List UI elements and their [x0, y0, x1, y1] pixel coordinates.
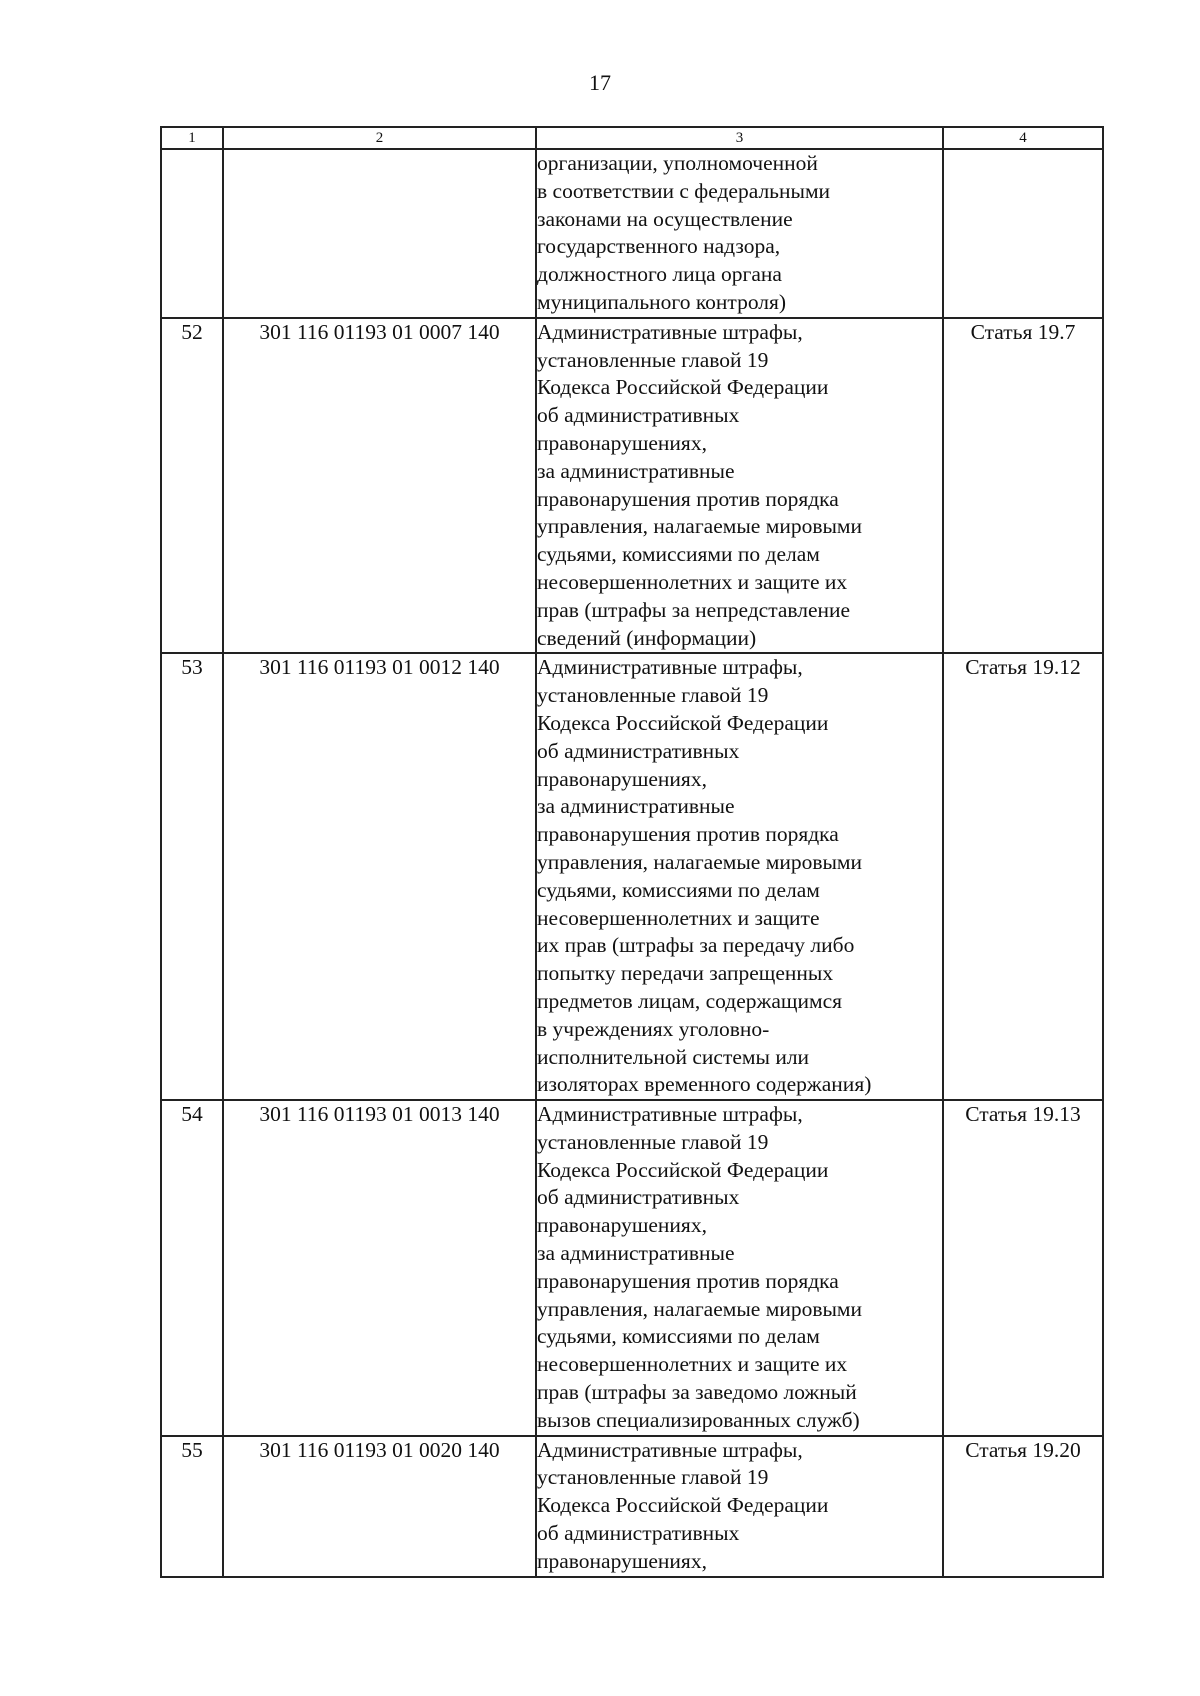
table-row: [161, 318, 1103, 654]
description-line: правонарушения против порядка: [537, 822, 839, 847]
description-line: управления, налагаемые мировыми: [537, 849, 863, 874]
description-line: Кодекса Российской Федерации: [537, 710, 829, 735]
budget-code: 301 116 01193 01 0012 140: [223, 653, 536, 1100]
description-line: судьями, комиссиями по делам: [537, 877, 820, 902]
column-header: 3: [536, 127, 943, 149]
column-header: 4: [943, 127, 1103, 149]
description-line: прав (штрафы за непредставление: [537, 597, 851, 622]
description-line: Кодекса Российской Федерации: [537, 1493, 829, 1518]
description-line: судьями, комиссиями по делам: [537, 542, 820, 567]
description-line: Административные штрафы,: [537, 319, 803, 344]
description-line: судьями, комиссиями по делам: [537, 1324, 820, 1349]
description-line: государственного надзора,: [537, 234, 781, 259]
description-line: правонарушения против порядка: [537, 1268, 839, 1293]
column-header: 1: [161, 127, 223, 149]
row-number: 55: [161, 1436, 223, 1577]
description-line: Административные штрафы,: [537, 655, 803, 680]
description-line: об административных: [537, 1521, 740, 1546]
description-line: несовершеннолетних и защите их: [537, 1352, 848, 1377]
row-number: [161, 149, 223, 318]
description-line: об административных: [537, 738, 740, 763]
row-number: 53: [161, 653, 223, 1100]
description-cell: [536, 1100, 943, 1436]
description-line: изоляторах временного содержания): [537, 1072, 872, 1097]
description-line: организации, уполномоченной: [537, 151, 818, 175]
description-line: сведений (информации): [537, 625, 757, 650]
description-line: за административные: [537, 458, 735, 483]
article-reference: Статья 19.12: [943, 653, 1103, 1100]
description-line: Кодекса Российской Федерации: [537, 375, 829, 400]
row-number: 52: [161, 318, 223, 654]
description-line: законами на осуществление: [537, 206, 793, 231]
description-line: установленные главой 19: [537, 1465, 769, 1490]
description-line: Административные штрафы,: [537, 1437, 803, 1462]
page-number: 17: [589, 70, 611, 95]
description-line: вызов специализированных служб): [537, 1407, 860, 1432]
table-header-row: [161, 127, 1103, 149]
description-line: прав (штрафы за заведомо ложный: [537, 1380, 857, 1405]
description-line: должностного лица органа: [537, 262, 782, 287]
description-line: за административные: [537, 1241, 735, 1266]
description-line: муниципального контроля): [537, 289, 787, 314]
description-cell: [536, 149, 943, 318]
description-line: правонарушениях,: [537, 766, 707, 791]
description-line: несовершеннолетних и защите: [537, 905, 820, 930]
description-line: установленные главой 19: [537, 1129, 769, 1154]
description-line: несовершеннолетних и защите их: [537, 569, 848, 594]
budget-code: 301 116 01193 01 0007 140: [223, 318, 536, 654]
description-cell: [536, 1436, 943, 1577]
description-line: правонарушениях,: [537, 1548, 707, 1573]
description-line: установленные главой 19: [537, 347, 769, 372]
table-row: [161, 149, 1103, 318]
row-number: 54: [161, 1100, 223, 1436]
article-reference: Статья 19.20: [943, 1436, 1103, 1577]
table-row: [161, 1436, 1103, 1577]
description-line: за административные: [537, 794, 735, 819]
description-line: правонарушения против порядка: [537, 486, 839, 511]
budget-code: 301 116 01193 01 0020 140: [223, 1436, 536, 1577]
description-line: управления, налагаемые мировыми: [537, 1296, 863, 1321]
description-line: попытку передачи запрещенных: [537, 961, 834, 986]
description-cell: [536, 653, 943, 1100]
description-line: Кодекса Российской Федерации: [537, 1157, 829, 1182]
budget-code: 301 116 01193 01 0013 140: [223, 1100, 536, 1436]
table-body: [161, 149, 1103, 1577]
description-line: установленные главой 19: [537, 683, 769, 708]
description-line: управления, налагаемые мировыми: [537, 514, 863, 539]
description-line: Административные штрафы,: [537, 1102, 803, 1127]
table-row: [161, 1100, 1103, 1436]
description-line: об административных: [537, 1185, 740, 1210]
article-reference: [943, 149, 1103, 318]
description-line: в соответствии с федеральными: [537, 178, 831, 203]
description-cell: [536, 318, 943, 654]
article-reference: Статья 19.13: [943, 1100, 1103, 1436]
description-line: правонарушениях,: [537, 1213, 707, 1238]
description-line: исполнительной системы или: [537, 1044, 810, 1069]
description-line: предметов лицам, содержащимся: [537, 988, 843, 1013]
column-header: 2: [223, 127, 536, 149]
description-line: их прав (штрафы за передачу либо: [537, 933, 855, 958]
description-line: об административных: [537, 403, 740, 428]
table-row: [161, 653, 1103, 1100]
budget-code: [223, 149, 536, 318]
description-line: в учреждениях уголовно-: [537, 1016, 770, 1041]
article-reference: Статья 19.7: [943, 318, 1103, 654]
description-line: правонарушениях,: [537, 430, 707, 455]
codes-table: [160, 126, 1104, 1578]
